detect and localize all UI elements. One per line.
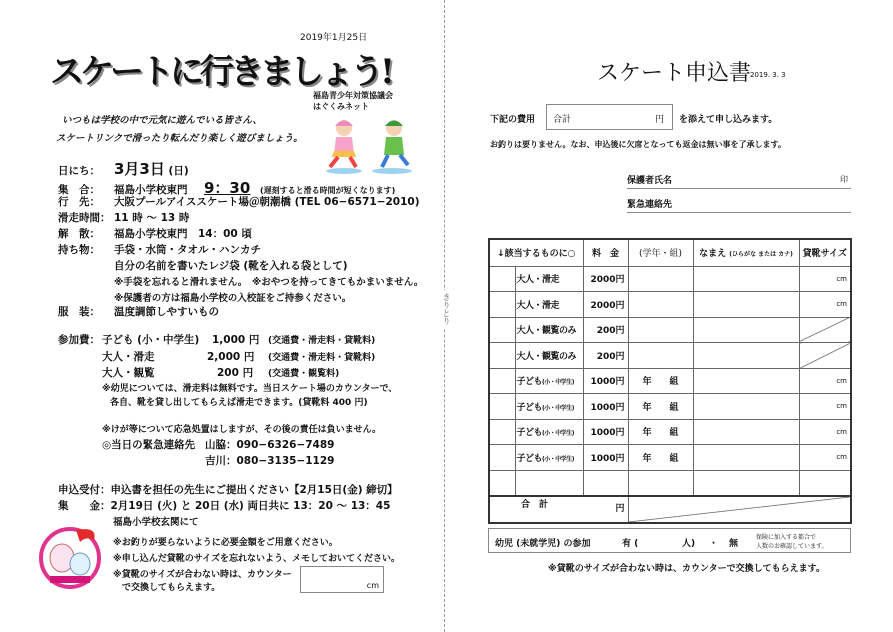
memo-unit: cm [366, 581, 379, 590]
emergency-contact: 山脇：090−6326−7489 [205, 439, 335, 451]
price-cell: 1000円 [583, 419, 628, 445]
contact-label: 緊急連絡先 [627, 200, 673, 210]
grade-cell[interactable] [628, 266, 693, 292]
shoe-size-cell[interactable]: cm [799, 368, 851, 394]
infant-label: 幼児 (未就学児) の参加 [495, 539, 591, 549]
detail-destination: 行 先： 大阪プールアイススケート場＠朝潮橋 (TEL 06−6571−2010) [58, 196, 420, 208]
total-blank-cell [628, 496, 851, 523]
emergency-contact-field[interactable] [627, 196, 851, 213]
detail-clothing: 服 装： 温度調節しやすいもの [58, 306, 219, 318]
detail-belongings: 持ち物： 手袋・水筒・タオル・ハンカチ [58, 244, 261, 256]
organizer: 福島青少年対策協議会 [313, 91, 393, 100]
type-cell: 大人・観覧のみ [515, 317, 583, 343]
collection-place: 福島小学校玄関にて [113, 517, 199, 528]
shoe-size-cell[interactable]: cm [799, 445, 851, 471]
total-cell[interactable]: 合 計 円 [489, 496, 628, 523]
name-cell[interactable] [693, 317, 799, 343]
insurance-note: 人数のお確認しています。 [756, 543, 828, 550]
price-cell: 1000円 [583, 445, 628, 471]
table-row [489, 266, 851, 292]
table-row-empty [489, 470, 851, 496]
seal-mark: 印 [840, 175, 848, 184]
fee-note: (交通費・滑走料・貸靴料) [268, 353, 376, 363]
table-header [489, 239, 851, 266]
note-line: ※申し込んだ貸靴のサイズを忘れないよう、メモしておいてください。 [113, 554, 401, 564]
select-cell[interactable] [489, 292, 515, 318]
shoe-size-cell[interactable]: cm [799, 394, 851, 420]
name-cell[interactable] [693, 394, 799, 420]
separator: ・ [709, 539, 719, 549]
grade-cell[interactable] [628, 317, 693, 343]
fee-price: 2,000 円 [207, 351, 255, 363]
price-cell: 1000円 [583, 368, 628, 394]
table-row [489, 317, 851, 343]
guardian-label: 保護者氏名 [627, 176, 673, 186]
header-shoe-size: 貸靴サイズ [799, 239, 851, 266]
form-date: 2019. 3. 3 [750, 71, 786, 79]
skating-children-illustration [322, 115, 414, 175]
detail-belongings-note: ※保護者の方は福島小学校の入校証をご持参ください。 [114, 293, 352, 304]
shoe-size-cell[interactable]: cm [799, 292, 851, 318]
grade-cell[interactable] [628, 343, 693, 369]
detail-skating-time: 滑走時間： 11 時 〜 13 時 [58, 212, 190, 224]
shoe-size-cell[interactable]: cm [799, 419, 851, 445]
detail-dismissal: 解 散： 福島小学校東門 14：00 頃 [58, 228, 252, 240]
infant-no-option[interactable]: 無 [729, 539, 739, 549]
table-row [489, 292, 851, 318]
shoe-size-memo-box[interactable] [300, 566, 384, 593]
note-line: ※お釣りが要らないように必要金額をご用意ください。 [113, 538, 338, 548]
table-row [489, 368, 851, 394]
fee-who: 大人・滑走 [102, 351, 155, 363]
note-line: で交換してもらえます。 [122, 583, 221, 593]
refund-note: お釣りは要りません。なお、申込後に欠席となっても返金は無い事を了承します。 [490, 140, 786, 149]
name-cell[interactable] [693, 292, 799, 318]
fee-price: 200 円 [217, 367, 254, 379]
infant-yes-option[interactable]: 有 ( [622, 539, 639, 549]
emergency-label: ◎当日の緊急連絡先 [102, 439, 196, 451]
type-cell: 子ども(小・中学生) [515, 445, 583, 471]
type-cell: 子ども(小・中学生) [515, 394, 583, 420]
organizer-sub: はぐくみネット [313, 102, 369, 111]
fee-price: 1,000 円 [212, 334, 260, 346]
fee-suffix: を添えて申し込みます。 [679, 115, 778, 125]
application-info: 申込受付：申込書を担任の先生にご提出ください【2月15日(金) 締切】 [58, 484, 398, 496]
cut-label: きりとり [440, 290, 453, 328]
total-fee-field[interactable] [546, 104, 673, 130]
infant-note: 各自、靴を貸し出してもらえば滑走できます。(貸靴料 400 円) [110, 398, 368, 408]
guardian-name-field[interactable] [627, 172, 851, 189]
fee-who: 子ども (小・中学生) [102, 334, 200, 346]
header-select: ↓該当するものに○ [489, 239, 583, 266]
fee-note: (交通費・滑走料・貸靴料) [268, 336, 376, 346]
select-cell[interactable] [489, 266, 515, 292]
flyer-title: スケートに行きましょう! [50, 52, 391, 92]
fee-note: (交通費・観覧料) [268, 369, 340, 379]
note-line: ※貸靴のサイズが合わない時は、カウンター [113, 570, 292, 580]
price-cell: 200円 [583, 343, 628, 369]
detail-date: 日にち： 3月3日 (日) [58, 160, 189, 178]
header-name: なまえ (ひらがな または カナ) [693, 239, 799, 266]
fee-prefix: 下記の費用 [490, 115, 536, 125]
grade-cell[interactable]: 年 組 [628, 419, 693, 445]
flyer-date: 2019年1月25日 [300, 33, 368, 43]
total-fee-unit: 円 [654, 115, 664, 125]
type-cell: 大人・滑走 [515, 292, 583, 318]
select-cell[interactable] [489, 368, 515, 394]
grade-cell[interactable]: 年 組 [628, 394, 693, 420]
shoe-size-cell-na [799, 317, 851, 343]
detail-belongings-note: ※手袋を忘れると滑れません。 ※おやつを持ってきてもかまいません。 [114, 277, 424, 288]
application-table [488, 238, 852, 524]
form-title: スケート申込書 [597, 61, 752, 86]
price-cell: 2000円 [583, 292, 628, 318]
infant-count-unit: 人) [682, 539, 696, 549]
type-cell: 大人・滑走 [515, 266, 583, 292]
grade-cell[interactable]: 年 組 [628, 368, 693, 394]
type-cell: 大人・観覧のみ [515, 343, 583, 369]
collection-info: 集 金：2月19日 (火) と 20日 (水) 両日共に 13：20 〜 13：45 [58, 500, 391, 512]
price-cell: 200円 [583, 317, 628, 343]
price-cell: 2000円 [583, 266, 628, 292]
table-row [489, 419, 851, 445]
fees-label: 参加費： [58, 334, 100, 346]
type-cell: 子ども(小・中学生) [515, 419, 583, 445]
total-fee-label: 合計 [553, 115, 572, 125]
table-row [489, 343, 851, 369]
intro-line: スケートリンクで滑ったり転んだり楽しく遊びましょう。 [56, 133, 303, 144]
select-cell[interactable] [489, 394, 515, 420]
detail-meeting: 集 合： 福島小学校東門 9：30 (遅刻すると滑る時間が短くなります) [58, 179, 396, 197]
shoe-size-cell[interactable]: cm [799, 266, 851, 292]
header-grade: (学年・組) [628, 239, 693, 266]
detail-belongings-2: 自分の名前を書いたレジ袋 (靴を入れる袋として) [114, 260, 348, 272]
insurance-note: 保険に加入する都合で [756, 534, 817, 541]
price-cell: 1000円 [583, 394, 628, 420]
intro-line: いつもは学校の中で元気に遊んでいる皆さん、 [62, 115, 263, 126]
name-cell[interactable] [693, 445, 799, 471]
infant-note: ※幼児については、滑走料は無料です。当日スケート場のカウンターで、 [102, 384, 398, 394]
infant-participation-box [488, 528, 851, 553]
name-cell[interactable] [693, 368, 799, 394]
header-price: 料 金 [583, 239, 628, 266]
table-row [489, 394, 851, 420]
table-row [489, 445, 851, 471]
type-cell: 子ども(小・中学生) [515, 368, 583, 394]
fee-who: 大人・観覧 [102, 367, 155, 379]
select-cell[interactable] [489, 419, 515, 445]
select-cell[interactable] [489, 343, 515, 369]
injury-note: ※けが等について応急処置はしますが、その後の責任は負いません。 [102, 425, 382, 435]
name-cell[interactable] [693, 266, 799, 292]
shoe-size-cell-na [799, 343, 851, 369]
emergency-contact: 吉川：080−3135−1129 [205, 455, 335, 467]
table-total-row [489, 496, 851, 523]
grade-cell[interactable] [628, 292, 693, 318]
mascot-logo [36, 524, 104, 592]
select-cell[interactable] [489, 445, 515, 471]
name-cell[interactable] [693, 419, 799, 445]
name-cell[interactable] [693, 343, 799, 369]
grade-cell[interactable]: 年 組 [628, 445, 693, 471]
select-cell[interactable] [489, 317, 515, 343]
bottom-note: ※貸靴のサイズが合わない時は、カウンターで交換してもらえます。 [548, 564, 825, 574]
